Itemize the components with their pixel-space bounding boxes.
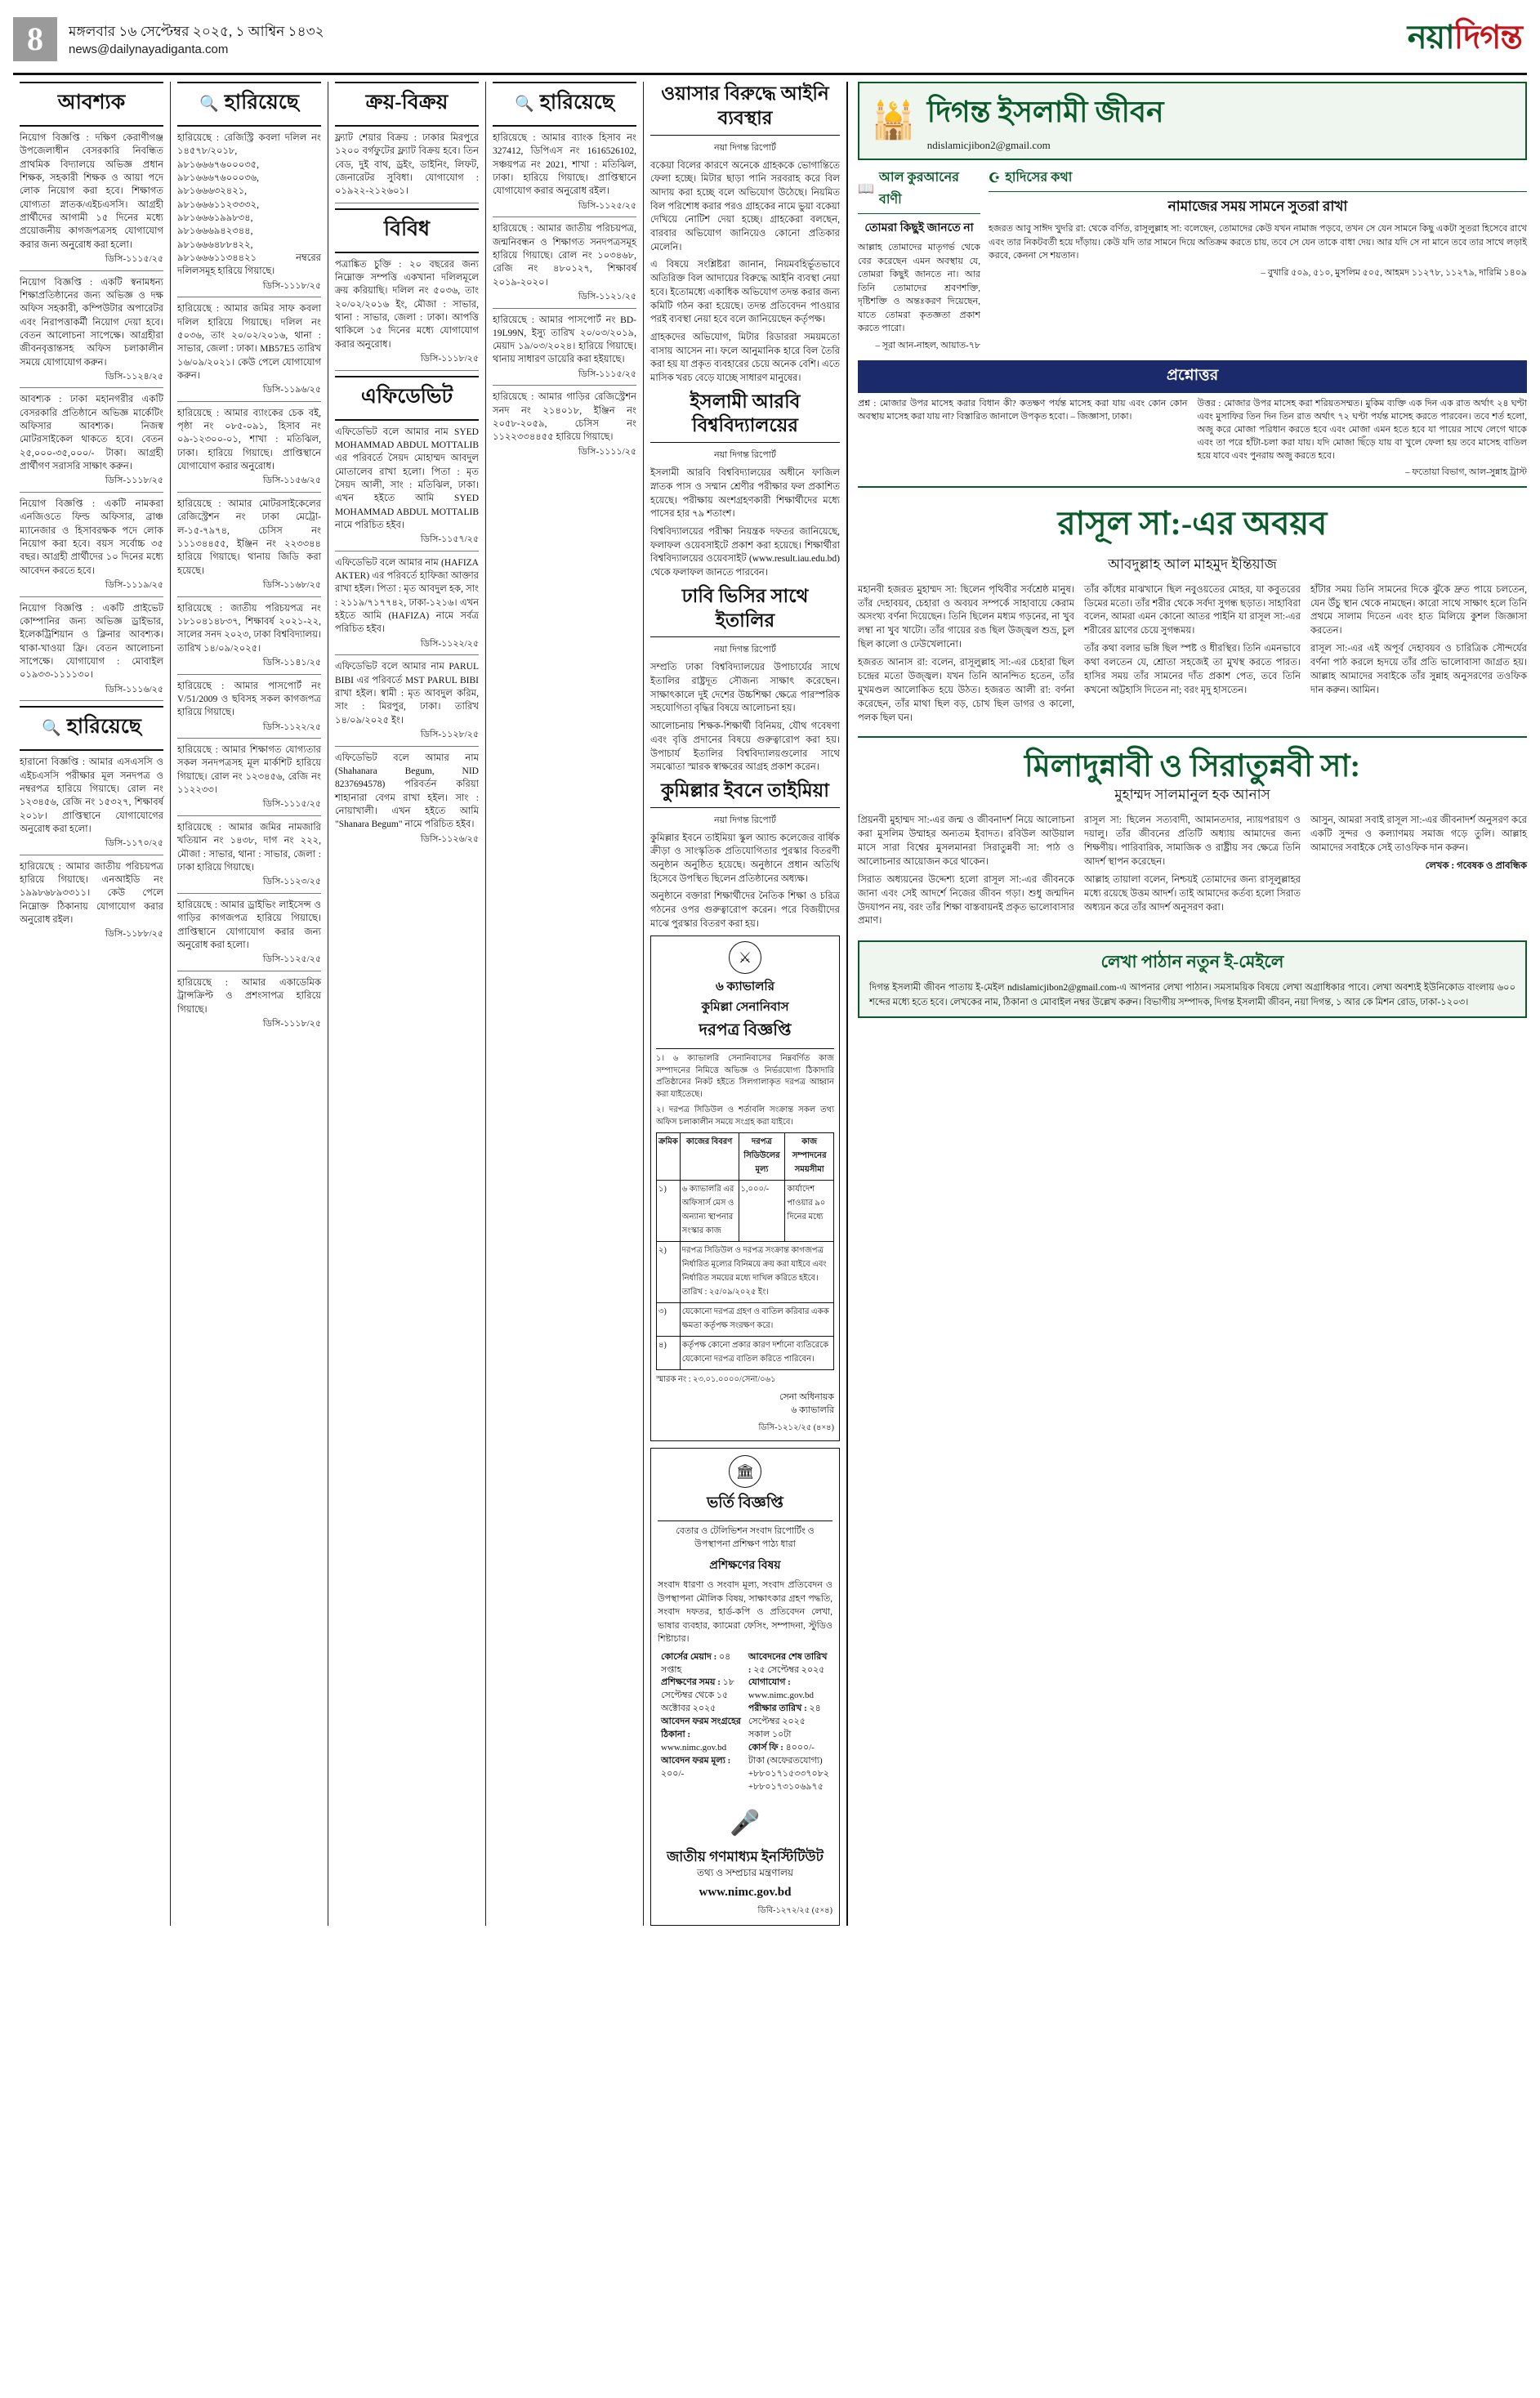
ad-ref: ডিসি-১১৪১/২৫ [262,657,321,668]
column-2 [171,82,328,1926]
article-paragraph: কুমিল্লার ইবনে তাইমিয়া স্কুল অ্যান্ড কলেজের বার্ষিক ক্রীড়া ও সাংস্কৃতিক প্রতিযোগিতার পুরস্কার বিতরণী অনুষ্ঠান অনুষ্ঠিত হয়েছে। অনুষ্ঠানে প্রধান অতিথি হিসেবে উপস্থিত ছিলেন প্রতিষ্ঠানের অধ্যক্ষ। [650,833,840,884]
ad-ref: ডিসি-১১১৬/২৫ [105,684,163,694]
magnifier-icon: 🔍 [515,95,534,113]
tender-memo: স্মারক নং : ২৩.০১.০০০০/সেনা/০৬১ [656,1375,776,1385]
ad-ref: ডিসি-১১৫৭/২৫ [420,534,479,545]
column-4 [486,82,644,1926]
article-paragraph: বকেয়া বিলের কারণে অনেকে গ্রাহককে ভোগান্তিতে ফেলা হচ্ছে। মিটার ছাড়া পানি সরবরাহ করে বিল আদায় করা হচ্ছে বলে অভিযোগ উঠেছে। নিয়মিত বিল পরিশোধ করার পরও গ্রাহকের নামে ভুয়া বকেয়া দেখিয়ে নোটিশ দেয়া হচ্ছে। গ্রাহকেরা বলছেন, বারবার অভিযোগ জানিয়েও কোনো প্রতিকার মেলেনি। [650,160,840,252]
nimc-field-label: আবেদন ফরম মূল্য : [661,1756,731,1766]
article-body [650,467,840,579]
category-head-lost-3 [493,82,636,127]
article-paragraph: গ্রাহকদের অভিযোগ, মিটার রিডাররা সময়মতো বাসায় আসেন না। ফলে আনুমানিক হারে বিল তৈরি করা হয় যা প্রকৃত ব্যবহারের চেয়ে অনেক বেশি। এতে মাসিক খরচ বেড়ে যাচ্ছে সাধারণ মানুষের। [650,332,840,383]
category-head-required: আবশ্যক [20,82,163,127]
ad-ref: ডিসি-১১২১/২৫ [578,291,636,301]
article-byline: নয়া দিগন্ত রিপোর্ট [714,450,776,461]
classified-ad [20,132,163,271]
classified-ad [20,860,163,945]
ad-ref: ডিসি-১১২৬/২৫ [420,833,479,844]
ad-text: হারিয়েছে : আমার জমির সাফ কবলা দলিল হারিয়ে গিয়াছে। দলিল নং ৫০৩৬, তাং ২০/০২/২০১৬, থানা : সাভার, জেলা : ঢাকা। MB57E5 তারিখ ১৬/০৯/২০২১। কেউ পেলে যোগাযোগ করুন। [177,304,321,381]
nimc-institute-name: জাতীয় গণমাধ্যম ইনস্টিটিউট [667,1848,824,1864]
nimc-field-value: ২০০/- [661,1769,685,1780]
feature-paragraph: তাঁর কাঁধের মাঝখানে ছিল নবুওয়তের মোহর, যা কবুতরের ডিমের মতো। তাঁর শরীর থেকে সর্বদা সুগন্ধ ছড়াত। সাহাবিরা বলেন, আমরা এমন কোনো আতর পাইনি যা রাসূল সা:-এর শরীরের ঘ্রাণের চেয়ে সুগন্ধময়। [1084,584,1301,636]
feature-1-body [858,583,1527,730]
paper-logo [1408,11,1527,66]
classified-zone [13,82,848,1926]
islamic-section-title: দিগন্ত ইসলামী জীবন [926,96,1164,128]
logo-red: দিগন্ত [1453,19,1522,56]
nimc-phone: +৮৮০১৭৩১০৬৯৭৫ [748,1781,824,1792]
column-3 [328,82,486,1926]
ad-ref: ডিসি-১১৬৮/২৫ [262,580,321,591]
hadith-box [989,167,1527,352]
article-title: কুমিল্লার ইবনে তাইমিয়া [650,779,840,808]
ad-ref: ডিসি-১১১৫/২৫ [105,253,163,264]
table-col-header: কাজের বিবরণ [680,1133,739,1181]
article-body [650,832,840,931]
ad-text: হারিয়েছে : আমার পাসপোর্ট নং V/51/2009 ও ছবিসহ সকল কাগজপত্র হারিয়ে গিয়াছে। [177,681,321,718]
category-head-label: হারিয়েছে [66,716,141,739]
classified-ad [20,498,163,597]
category-head-buysell: ক্রয়-বিক্রয় [335,82,479,127]
hadith-title: নামাজের সময় সামনে সুতরা রাখা [1167,199,1348,214]
ad-text: হারিয়েছে : আমার ব্যাংকের চেক বই, পৃষ্ঠা নং ০৮৫-০৯১, হিসাব নং ০৯-১২৩০০-০১, শাখা : মতিঝিল, ঢাকা। হারিয়ে গিয়াছে। প্রাপ্তিস্থানে যোগাযোগ করার অনুরোধ। [177,408,321,472]
article-byline: নয়া দিগন্ত রিপোর্ট [714,142,776,153]
nimc-topic-title: প্রশিক্ষণের বিষয় [709,1560,781,1573]
classified-ad [493,222,636,308]
ad-text: হারিয়েছে : আমার মোটরসাইকেলের রেজিস্ট্রেশন নং ঢাকা মেট্রো-ল-১৫-৭৯৭৪, চেসিস নং ১১১৩৪৪৫৫, ইঞ্জিন নং ২২৩৩৪৪ হারিয়ে গিয়াছে। থানায় জিডি করা হয়েছে। [177,499,321,576]
column-5 [644,82,848,1926]
article-paragraph: বিশ্ববিদ্যালয়ের পরীক্ষা নিয়ন্ত্রক দফতর জানিয়েছে, ফলাফল ওয়েবসাইটে প্রকাশ করা হয়েছে। শিক্ষার্থীরা বিশ্ববিদ্যালয়ের ওয়েবসাইট (www.result.iau.edu.bd) থেকে ফলাফল জানতে পারবেন। [650,527,840,578]
article-paragraph: ইসলামী আরবি বিশ্ববিদ্যালয়ের অধীনে ফাজিল স্নাতক পাস ও সম্মান শ্রেণীর পরীক্ষার ফল প্রকাশিত হয়েছে। পরীক্ষায় অংশগ্রহণকারী শিক্ষার্থীদের মধ্যে পাসের হার ৭৯ শতাংশ। [650,468,840,520]
hadith-head-label: হাদিসের কথা [1005,171,1073,185]
ad-text: হারিয়েছে : আমার শিক্ষাগত যোগ্যতার সকল সনদপত্রসহ মূল মার্কশিট হারিয়ে গিয়াছে। রোল নং ১২৩৪৫৬, রেজি নং ১১২২৩৩। [177,745,321,796]
nimc-field-value: ২৪ সেপ্টেম্বর ২০২৫ সকাল ১০টা [748,1704,821,1740]
publication-date: মঙ্গলবার ১৬ সেপ্টেম্বর ২০২৫, ১ আশ্বিন ১৪৩২ [69,24,324,40]
table-cell: ১) [657,1181,681,1242]
nimc-field-label: পরীক্ষার তারিখ : [748,1704,807,1714]
ad-ref: ডিসি-১১২৫/২৫ [578,200,636,211]
ad-ref: ডিসি-১১২২/২৫ [262,721,321,732]
feature-paragraph: আসুন, আমরা সবাই রাসূল সা:-এর জীবনাদর্শ অনুসরণ করে একটি সুন্দর ও কল্যাণময় সমাজ গড়ে তুলি। আল্লাহ আমাদের সবাইকে সেই তাওফিক দান করুন। [1310,815,1527,853]
nimc-mic-icon: 🎤 [730,1810,761,1838]
feature-2-title: মিলাদুন্নাবী ও সিরাতুন্নবী সা: [1024,748,1361,784]
ad-ref: ডিসি-১১৮৮/২৫ [105,929,163,940]
ad-text: হারিয়েছে : জাতীয় পরিচয়পত্র নং ১৮১০৪১৪৮৩৭, শিক্ষাবর্ষ ২০২১-২২, সালের সনদ ২০২৩, ঢাকা বিশ্ববিদ্যালয়। তারিখ ১৪/০৯/২০২৫। [177,603,321,654]
magnifier-icon: 🔍 [199,95,219,113]
ad-ref: ডিসি-১১১৫/২৫ [262,799,321,810]
nimc-field [661,1651,742,1677]
classified-ad [177,976,321,1035]
hadith-ref: – বুখারি ৫০৯, ৫১০, মুসলিম ৫০৫, আহমদ ১১২৭৮, ১১২৭৯, দারিমি ১৪০৯ [1261,267,1527,278]
article-title: ইসলামী আরবি বিশ্ববিদ্যালয়ের [650,390,840,444]
feature-1-title: রাসূল সা:-এর অবয়ব [1057,504,1328,542]
column-1 [13,82,171,1926]
ad-text: এফিডেভিট বলে আমার নাম SYED MOHAMMAD ABDUL MOTTALIB এর পরিবর্তে সৈয়দ মোহাম্মদ আবদুল মোতালেব রাখা হলো। পিতা : মৃত সৈয়দ আলী, সাং : মতিঝিল, ঢাকা। এখন হইতে আমি SYED MOHAMMAD ABDUL MOTTALIB নামে পরিচিত হইব। [335,426,479,530]
ad-ref: ডিসি-১১১৮/২৫ [105,476,163,486]
ad-text: নিয়োগ বিজ্ঞপ্তি : দক্ষিণ কেরাণীগঞ্জ উপজেলাধীন বেসরকারি নিবন্ধিত প্রাথমিক বিদ্যালয়ে অভিজ্ঞ প্রধান শিক্ষক, সহকারী শিক্ষক ও আয়া পদে লোক নিয়োগ করা হবে। শিক্ষাগত যোগ্যতা স্নাতক/এইচএসসি। আগ্রহী প্রার্থীদের আগামী ১৫ দিনের মধ্যে প্রয়োজনীয় কাগজপত্রসহ যোগাযোগ করার জন্য অনুরোধ করা হলো। [20,133,163,250]
ad-text: হারিয়েছে : আমার একাডেমিক ট্রান্সক্রিপ্ট ও প্রশংসাপত্র হারিয়ে গিয়াছে। [177,977,321,1015]
classified-ad [335,426,479,551]
ad-ref: ডিসি-১১২৮/২৫ [420,730,479,739]
nimc-subtitle: বেতার ও টেলিভিশন সংবাদ রিপোর্টিং ও উপস্থাপনা প্রশিক্ষণ পাঠ্য ধারা [676,1526,815,1550]
quran-head-label: আল কুরআনের বাণী [878,171,959,207]
nimc-field-label: প্রশিক্ষণের সময় : [661,1677,721,1688]
classified-ad [20,756,163,855]
nimc-field-value: ০৪ সপ্তাহ [661,1651,731,1675]
feature-paragraph: রাসূল সা: ছিলেন সত্যবাদী, আমানতদার, ন্যায়পরায়ণ ও দয়ালু। তাঁর জীবনের প্রতিটি অধ্যায় আমাদের জন্য শিক্ষণীয়। পারিবারিক, সামাজিক ও রাষ্ট্রীয় সব ক্ষেত্রে তিনি আদর্শ স্থাপন করেছেন। [1084,815,1301,867]
feature-paragraph: হাঁটার সময় তিনি সামনের দিকে ঝুঁকে দ্রুত পায়ে চলতেন, যেন উঁচু স্থান থেকে নামছেন। কারো সাথে সাক্ষাৎ হলে তিনি প্রথমে সালাম দিতেন এবং হাত মিলিয়ে কুশল জিজ্ঞাসা করতেন। [1310,584,1527,636]
nimc-ministry: তথ্য ও সম্প্রচার মন্ত্রণালয় [697,1867,793,1878]
feature-paragraph: রাসূল সা:-এর এই অপূর্ব দেহাবয়ব ও চারিত্রিক সৌন্দর্যের বর্ণনা পাঠ করলে হৃদয়ে তাঁর প্রতি ভালোবাসা জাগ্রত হয়। আল্লাহ আমাদের সবাইকে তাঁর সুন্নাহ অনুসরণের তওফিক দান করুন। আমিন। [1310,644,1527,695]
table-cell: কার্যাদেশ পাওয়ার ৯০ দিনের মধ্যে [785,1181,834,1242]
news-article [650,584,840,775]
ad-text: হারিয়েছে : আমার গাড়ির রেজিস্ট্রেশন সনদ নং ২১৪০১৮, ইঞ্জিন নং ২০৫৮-২০৫৯, চেসিস নং ১১২২৩৩৪৪৫৫ হারিয়ে গিয়াছে। [493,392,636,443]
tender-notice [650,936,840,1441]
nimc-field [748,1703,829,1742]
feature-2-body [858,814,1527,932]
classified-ad [335,660,479,746]
nimc-field-value: www.nimc.gov.bd [661,1743,727,1753]
classified-ad [493,391,636,462]
nimc-field [661,1716,742,1755]
table-cell: ৪) [657,1337,681,1370]
ad-text: নিয়োগ বিজ্ঞপ্তি : একটি নামকরা এনজিওতে ফিল্ড অফিসার, ব্রাঞ্চ ম্যানেজার ও হিসাবরক্ষক পদে লোক নিয়োগ করা হবে। বয়স সর্বোচ্চ ৩৫ বছর। আগ্রহী প্রার্থীদের ১০ দিনের মধ্যে আবেদন করতে হবে। [20,499,163,576]
ad-text: হারিয়েছে : আমার ব্যাংক হিসাব নং 327412, ডিপিএস নং 1616526102, সঞ্চয়পত্র নং 2021, শাখা : মতিঝিল, ঢাকা। হারিয়ে গিয়াছে। প্রাপ্তিস্থানে যোগাযোগ করার অনুরোধ রইল। [493,133,636,197]
tender-table [656,1132,834,1370]
classified-ad [177,744,321,816]
classified-ad [177,407,321,493]
classified-ad [20,393,163,493]
feature-paragraph: হজরত আনাস রা: বলেন, রাসূলুল্লাহ সা:-এর চেহারা ছিল চন্দ্রের মতো উজ্জ্বল। যখন তিনি আনন্দিত হতেন, তাঁর মুখমণ্ডল আলোকিত হয়ে উঠত। হজরত আলী রা: বর্ণনা করেছেন, তাঁর মাথা ছিল বড়, চোখ ছিল ডাগর ও কালো, পলক ছিল ঘন। [858,658,1074,723]
tender-intro: ১। ৬ ক্যাভালরি সেনানিবাসের নিম্নবর্ণিত কাজ সম্পাদনের নিমিত্তে অভিজ্ঞ ও নির্ভরযোগ্য ঠিকাদারি প্রতিষ্ঠানের নিকট হইতে সিলগালাকৃত দরপত্র আহ্বান করা যাইতেছে। [656,1054,834,1099]
ad-ref: ডিসি-১১২২/২৫ [420,638,479,649]
classified-ad [335,132,479,203]
classified-ad [20,276,163,389]
classified-ad [177,899,321,971]
qa-answer: উত্তর : মোজার উপর মাসেহ করা শরিয়তসম্মত। মুকিম ব্যক্তি এক দিন এক রাত অর্থাৎ ২৪ ঘণ্টা এবং মুসাফির তিন দিন তিন রাত অর্থাৎ ৭২ ঘণ্টা পর্যন্ত মাসেহ করতে পারবেন। তবে শর্ত হলো, অজু করে মোজা পরিধান করতে হবে এবং মোজা এমন হতে হবে যা পায়ের সাথে লেগে থাকে এবং তা পরে হাঁটা-চলা করা যায়। যদি মোজা ছিঁড়ে যায় বা খুলে ফেলা হয় তবে মাসেহ বাতিল হয়ে যাবে এবং পুনরায় অজু করতে হবে। [1197,399,1527,461]
tender-ref: ডিসি-১২১২/২৫ (৪×৪) [758,1423,834,1433]
classified-ad [177,132,321,297]
category-head-lost-1 [20,706,163,751]
ad-text: এফিডেভিট বলে আমার নাম PARUL BIBI এর পরিবর্তে MST PARUL BIBI রাখা হইল। স্বামী : মৃত আবদুল করিম, সাং : মিরপুর, ঢাকা। তারিখ ১৪/০৯/২০২৫ ইং। [335,662,479,726]
classified-ad [177,602,321,675]
ad-ref: ডিসি-১১১৮/২৫ [420,353,479,364]
classified-ad [177,680,321,739]
qa-bar: প্রশ্নোত্তর [858,360,1527,393]
nimc-website[interactable]: www.nimc.gov.bd [699,1886,792,1899]
nimc-field-label: কোর্স ফি : [748,1743,783,1753]
logo-main: নয়া [1407,19,1454,56]
ad-ref: ডিসি-১১১৯/২৫ [105,580,163,591]
classified-ad [335,556,479,656]
table-header-row [657,1133,834,1181]
nimc-field-value: www.nimc.gov.bd [748,1690,815,1701]
mail-box-text: দিগন্ত ইসলামী জীবন পাতায় ই-মেইল ndislamicjibon2@gmail.com-এ আপনার লেখা পাঠান। সমসাময়িক বিষয়ে লেখা অগ্রাধিকার পাবে। লেখা অবশ্যই ইউনিকোড বাংলায় ৬০০ শব্দের মধ্যে হতে হবে। লেখকের নাম, ঠিকানা ও মোবাইল নম্বর উল্লেখ করুন। বিভাগীয় সম্পাদক, দিগন্ত ইসলামী জীবন, নয়া দিগন্ত, ১ আর কে মিশন রোড, ঢাকা-১২০৩। [869,983,1515,1007]
ad-text: আবশ্যক : ঢাকা মহানগরীর একটি বেসরকারি প্রতিষ্ঠানে অভিজ্ঞ মার্কেটিং অফিসার আবশ্যক। নিজস্ব মোটরসাইকেল থাকতে হবে। বেতন ২৫,০০০-৩৫,০০০/- টাকা। আগ্রহী প্রার্থীগণ সরাসরি সাক্ষাৎ করুন। [20,395,163,472]
classified-ad [177,302,321,402]
nimc-field [748,1677,829,1703]
mosque-icon: 🕌 [871,100,916,141]
table-row [657,1303,834,1337]
ad-text: হারিয়েছে : আমার জমির নামজারি খতিয়ান নং ১৪৩৮, দাগ নং ২২২, মৌজা : সাভার, থানা : সাভার, জেলা : ঢাকা হারিয়ে গিয়াছে। [177,823,321,873]
tender-org-1: ৬ ক্যাভালরি [716,980,774,994]
quran-ref: – সূরা আন-নাহল, আয়াত-৭৮ [875,340,980,351]
quran-head [858,167,980,214]
nimc-field [748,1651,829,1677]
article-body [650,159,840,386]
nimc-field-value: ২৫ সেপ্টেম্বর ২০২৫ [753,1664,825,1675]
qa-question: প্রশ্ন : মোজার উপর মাসেহ করার বিধান কী? কতক্ষণ পর্যন্ত মাসেহ করা যায় এবং কোন কোন অবস্থায় মাসেহ করা যায় না? বিস্তারিত জানালে উপকৃত হবো। – জিজ্ঞাসা, ঢাকা। [858,399,1188,422]
hadith-head [989,167,1527,192]
feature-paragraph: প্রিয়নবী মুহাম্মদ সা:-এর জন্ম ও জীবনাদর্শ নিয়ে আলোচনা করা মুসলিম উম্মাহর অন্যতম ইবাদত। রবিউল আউয়াল মাসে সারা বিশ্বের মুসলমানরা সিরাতুন্নবী সা: পাঠ ও আলোচনার আয়োজন করে থাকেন। [858,815,1074,867]
classified-ad [177,498,321,597]
ad-text: এফিডেভিট বলে আমার নাম (Shahanara Begum, NID 8237694578) পরিবর্তন করিয়া শাহানারা বেগম রাখা হইল। সাং : নোয়াখালী। এখন হইতে আমি "Shanara Begum" নামে পরিচিত হইব। [335,752,479,830]
nimc-field-label: যোগাযোগ : [748,1677,791,1688]
category-head-label: হারিয়েছে [224,92,299,114]
crescent-icon: ☪ [989,171,1001,185]
quran-text: আল্লাহ তোমাদের মাতৃগর্ভ থেকে বের করেছেন এমন অবস্থায় যে, তোমরা কিছুই জানতে না। আর তিনি তোমাদের শ্রবণশক্তি, দৃষ্টিশক্তি ও অন্তঃকরণ দিয়েছেন, যাতে তোমরা কৃতজ্ঞতা প্রকাশ করতে পারো। [858,243,980,333]
tender-sign-2: ৬ ক্যাভালরি [791,1404,834,1415]
category-head-label: হারিয়েছে [539,92,614,114]
classified-ad [20,602,163,702]
nimc-field [748,1742,829,1768]
ad-ref: ডিসি-১১১৫/২৫ [578,368,636,379]
quran-box [858,167,980,352]
table-cell: যেকোনো দরপত্র গ্রহণ ও বাতিল করিবার একক ক্ষমতা কর্তৃপক্ষ সংরক্ষণ করে। [680,1303,833,1337]
article-title: ওয়াসার বিরুদ্ধে আইনি ব্যবস্থার [650,82,840,136]
table-cell: কর্তৃপক্ষ কোনো প্রকার কারণ দর্শানো ব্যতিরেকে যেকোনো দরপত্র বাতিল করিতে পারিবেন। [680,1337,833,1370]
ad-ref: ডিসি-১১১১/২৫ [578,446,636,457]
qa-block [858,398,1527,480]
ad-text: এফিডেভিট বলে আমার নাম (HAFIZA AKTER) এর পরিবর্তে হাফিজা আক্তার রাখা হইল। পিতা : মৃত আবদুল হক, সাং : ২১১৯/৭১৭৭৪২, ঢাকা-১২১৬। এখন হইতে আমি (HAFIZA) নামে সর্বত্র পরিচিত হইব। [335,557,479,635]
page-number: 8 [13,17,57,61]
newsdesk-email: news@dailynayadiganta.com [69,42,229,56]
ad-ref: ডিসি-১১১৮/২৫ [262,280,321,291]
table-cell: দরপত্র সিডিউল ও দরপত্র সংক্রান্ত কাগজপত্র নির্ধারিত মূল্যের বিনিময়ে ক্রয় করা যাইবে এবং নির্ধারিত সময়ের মধ্যে দাখিল করিতে হইবে। তারিখ : ২৫/০৯/২০২৫ ইং। [680,1242,833,1303]
tender-intro: ২। দরপত্র সিডিউল ও শর্তাবলি সংক্রান্ত সকল তথ্য অফিস চলাকালীন সময়ে সংগ্রহ করা যাইবে। [656,1105,834,1127]
classified-ad [335,752,479,851]
table-cell: ১,০০০/- [739,1181,785,1242]
ad-text: হারিয়েছে : রেজিস্ট্রি কবলা দলিল নং ১৪৫৭৮/২০১৮, ৯৮১৬৬৬৭৬০০০৩৫, ৯৮১৬৬৬৭৬০০০৩৬, ৯৮১৬৬৬৩২৪২১, ৯৮১৬৬৬১১২৩৩৩২, ৯৮১৬৬৬১৯৯৮৩৪, ৯৮১৬৬৬৯৪২৩৪৪, ৯৮১৬৬৬৪৮৮৪২২, ৯৮১৬৬৬১১৩৪৪২১ নম্বরের দলিলসমূহ হারিয়ে গিয়াছে। [177,133,321,277]
table-cell: ৩) [657,1303,681,1337]
ad-text: হারিয়েছে : আমার ড্রাইভিং লাইসেন্স ও গাড়ির কাগজপত্র হারিয়ে গিয়াছে। প্রাপ্তিস্থানে যোগাযোগ করার জন্য অনুরোধ করা হলো। [177,900,321,950]
article-byline: নয়া দিগন্ত রিপোর্ট [714,815,776,825]
ad-ref: ডিসি-১১১৮/২৫ [262,1018,321,1029]
mail-box-title: লেখা পাঠান নতুন ই-মেইলে [1100,952,1284,972]
islamic-section-header [858,82,1527,160]
ad-text: নিয়োগ বিজ্ঞপ্তি : একটি স্বনামধন্য শিক্ষাপ্রতিষ্ঠানের জন্য অভিজ্ঞ ও দক্ষ অফিস সহকারী, কম্পিউটার অপারেটর এবং নিরাপত্তাকর্মী নিয়োগ দেয়া হবে। বেতন আলোচনা সাপেক্ষে। আগ্রহীরা জীবনবৃত্তান্তসহ অফিস চলাকালীন সময়ে যোগাযোগ করুন। [20,277,163,368]
ad-ref: ডিসি-১১২৪/২৫ [105,371,163,382]
table-row [657,1337,834,1370]
nimc-admission-notice [650,1448,840,1926]
masthead [13,11,1527,75]
news-article [650,390,840,580]
nimc-head: ভর্তি বিজ্ঞপ্তি [658,1491,832,1521]
table-cell: ৬ ক্যাভালরি এর অফিসার্স মেস ও অন্যান্য স্থাপনার সংস্কার কাজ [680,1181,739,1242]
ad-ref: ডিসি-১১৫৬/২৫ [262,476,321,486]
nimc-field-label: কোর্সের মেয়াদ : [661,1651,717,1662]
ad-text: হারিয়েছে : আমার জাতীয় পরিচয়পত্র হারিয়ে গিয়াছে। এনআইডি নং ১৯৯৮৬৮৯৩৩১১। কেউ পেলে নিম্নোক্ত ঠিকানায় যোগাযোগ করার অনুরোধ রইল। [20,861,163,926]
nimc-topic-text: সংবাদ ধারণা ও সংবাদ মূল্য, সংবাদ প্রতিবেদন ও উপস্থাপনা মৌলিক বিষয়, সাক্ষাৎকার গ্রহণ পদ্ধতি, সংবাদ দফতর, হার্ড-কপি ও প্রতিবেদন লেখা, ভাষার ব্যবহার, ক্যামেরা ফেসিং, সম্পাদনা, স্টুডিও শিষ্টাচার। [658,1580,832,1645]
book-icon: 📖 [858,182,874,196]
feature-2-author-note: লেখক : গবেষক ও প্রাবন্ধিক [1425,860,1527,871]
article-paragraph: সম্প্রতি ঢাকা বিশ্ববিদ্যালয়ের উপাচার্যের সাথে ইতালির রাষ্ট্রদূত সৌজন্য সাক্ষাৎ করেছেন। সাক্ষাৎকালে দুই দেশের উচ্চশিক্ষা ক্ষেত্রে পারস্পরিক সহযোগিতা বৃদ্ধির বিষয়ে আলোচনা হয়। [650,663,840,714]
qa-ref: – ফতোয়া বিভাগ, আল-সুন্নাহ ট্রাস্ট [1405,467,1527,477]
feature-paragraph: আল্লাহ তায়ালা বলেন, নিশ্চয়ই তোমাদের জন্য রাসূলুল্লাহর মধ্যে রয়েছে উত্তম আদর্শ। তাই আমাদের কর্তব্য হলো সিরাত অধ্যয়ন করে তাঁর আদর্শ অনুসরণ করা। [1084,874,1301,913]
news-article [650,82,840,386]
nimc-phone: +৮৮০১৭১৫৩৩৭০৮২ [748,1769,829,1780]
magnifier-icon: 🔍 [42,719,61,737]
nimc-field-label: আবেদনের শেষ তারিখ : [748,1651,828,1675]
article-byline: নয়া দিগন্ত রিপোর্ট [714,645,776,655]
article-body [650,661,840,774]
category-head-lost-2 [177,82,321,127]
classified-ad [493,132,636,217]
feature-paragraph: তাঁর কথা বলার ভঙ্গি ছিল স্পষ্ট ও ধীরস্থির। তিনি এমনভাবে কথা বলতেন যে, শ্রোতা সহজেই তা মুখস্থ করতে পারত। হাসির সময় তাঁর সামনের দাঁত প্রকাশ পেত, তবে তিনি কখনো অট্টহাসি দিতেন না; বরং মৃদু হাসতেন। [1084,644,1301,695]
tender-org-2: কুমিল্লা সেনানিবাস [701,1001,789,1015]
hadith-text: হজরত আবু সাঈদ খুদরি রা: থেকে বর্ণিত, রাসূলুল্লাহ সা: বলেছেন, তোমাদের কেউ যখন নামাজ পড়বে, তখন সে যেন সামনে কিছু একটা সুতরা হিসেবে রাখে এবং তার নিকটবর্তী হয়ে দাঁড়ায়। কেউ যদি তার সামনে দিয়ে অতিক্রম করতে চায়, তবে সে যেন তাকে বাধা দেয়। আর যদি সে না মানে তবে তার সাথে লড়াই করবে, কেননা সে শয়তান। [989,224,1527,261]
nimc-ref: ডিবি-১২৭২/২৫ (৫×৪) [757,1906,832,1915]
article-paragraph: অনুষ্ঠানে বক্তারা শিক্ষার্থীদের নৈতিক শিক্ষা ও চরিত্র গঠনের ওপর গুরুত্বারোপ করেন। পরে বিজয়ীদের মাঝে পুরস্কার বিতরণ করা হয়। [650,891,840,929]
feature-paragraph: মহানবী হজরত মুহাম্মদ সা: ছিলেন পৃথিবীর সর্বশ্রেষ্ঠ মানুষ। তাঁর দেহাবয়ব, চেহারা ও অবয়ব সম্পর্কে সাহাবায়ে কেরাম অসংখ্য বর্ণনা দিয়েছেন। তিনি ছিলেন মধ্যম গড়নের, না খুব লম্বা না খুব খাটো। তাঁর গায়ের রঙ ছিল উজ্জ্বল শুভ্র, চুল ছিল কালো ও ঢেউখেলানো। [858,584,1074,650]
ad-text: পত্রাঙ্কিত চুক্তি : ২০ বছরের জন্য নিম্নোক্ত সম্পত্তি একখানা দলিলমূলে ক্রয় করিয়াছি। দলিল নং ৫০৩৬, তাং ২০/০২/২০১৬ ইং, মৌজা : সাভার, থানা : সাভার, জেলা : ঢাকা। আপত্তি থাকিলে ১৫ দিনের মধ্যে যোগাযোগ করার অনুরোধ। [335,259,479,350]
nimc-emblem-icon: 🏛 [729,1455,761,1488]
feature-2-author: মুহাম্মদ সালমানুল হক আনাস [1114,787,1270,803]
table-row [657,1242,834,1303]
tender-title: দরপত্র বিজ্ঞপ্তি [656,1018,834,1049]
classified-ad [177,821,321,894]
islamic-section [848,82,1527,1926]
ad-ref: ডিসি-১১৯৬/২৫ [262,385,321,395]
quran-title: তোমরা কিছুই জানতে না [864,222,974,234]
ad-text: ফ্ল্যাট শেয়ার বিক্রয় : ঢাকার মিরপুরে ১২০০ বর্গফুটের ফ্ল্যাট বিক্রয় হবে। তিন বেড, দুই বাথ, ড্রইং, ডাইনিং, লিফট, জেনারেটর সুবিধা। যোগাযোগ : ০১৯২২-২১২৬০১। [335,133,479,197]
category-head-misc: বিবিধ [335,208,479,253]
ad-ref: ডিসি-১১২৩/২৫ [262,877,321,887]
ad-text: নিয়োগ বিজ্ঞপ্তি : একটি প্রাইভেট কোম্পানির জন্য অভিজ্ঞ ড্রাইভার, ইলেকট্রিশিয়ান ও ক্লিনার আবশ্যক। থাকা-খাওয়া ফ্রি। বেতন আলোচনা সাপেক্ষে। যোগাযোগ : মোবাইল ০১৯৩৩-১১১১৩০। [20,603,163,681]
nimc-field [661,1677,742,1716]
nimc-field-value: ৪০০০/- টাকা (অফেরতযোগ্য) [748,1743,823,1766]
article-paragraph: এ বিষয়ে সংশ্লিষ্টরা জানান, নিয়মবহির্ভূতভাবে অতিরিক্ত বিল আদায়ের বিরুদ্ধে আইনি ব্যবস্থা নেয়া হবে। ইতোমধ্যে একাধিক অভিযোগ তদন্ত করার জন্য কমিটি গঠন করা হয়েছে। তদন্ত প্রতিবেদন পাওয়ার পরই ব্যবস্থা নেয়া হবে বলে জানিয়েছেন কর্তৃপক্ষ। [650,260,840,325]
classified-ad [493,314,636,386]
ad-ref: ডিসি-১১৭০/২৫ [105,838,163,849]
ad-text: হারিয়েছে : আমার জাতীয় পরিচয়পত্র, জন্মনিবন্ধন ও শিক্ষাগত সনদপত্রসমূহ হারিয়ে গিয়াছে। রোল নং ১০৩৪৬৮, রেজি নং ৪৮০১২৭, শিক্ষাবর্ষ ২০১৯-২০২০। [493,224,636,288]
islamic-section-email: ndislamicjibon2@gmail.com [926,139,1051,151]
ad-ref: ডিসি-১১২৫/২৫ [262,954,321,965]
news-article [650,779,840,931]
table-row [657,1181,834,1242]
ad-text: হারানো বিজ্ঞপ্তি : আমার এসএসসি ও এইচএসসি পরীক্ষার মূল সনদপত্র ও নম্বরপত্র হারিয়ে গিয়াছে। রোল নং ১২৩৪৫৬, রেজি নং ১৫৩২৭, শিক্ষাবর্ষ ২০১৮। প্রাপ্তিস্থানে যোগাযোগের অনুরোধ করা হলো। [20,757,163,834]
submission-mail-box [858,940,1527,1018]
article-paragraph: আলোচনায় শিক্ষক-শিক্ষার্থী বিনিময়, যৌথ গবেষণা এবং বৃত্তি প্রদানের বিষয়ে গুরুত্বারোপ করা হয়। উপাচার্য ইতালির বিশ্ববিদ্যালয়গুলোর সাথে সমঝোতা স্মারক স্বাক্ষরের আগ্রহ প্রকাশ করেন। [650,721,840,773]
table-col-header: ক্রমিক [657,1133,681,1181]
article-title: ঢাবি ভিসির সাথে ইতালির [650,584,840,638]
table-col-header: কাজ সম্পাদনের সময়সীমা [785,1133,834,1181]
nimc-field-label: আবেদন ফরম সংগ্রহের ঠিকানা : [661,1717,741,1740]
nimc-field-value: ১৮ সেপ্টেম্বর থেকে ১৫ অক্টোবর ২০২৫ [661,1677,734,1714]
classified-ad [335,258,479,371]
table-cell: ২) [657,1242,681,1303]
nimc-field [661,1755,742,1781]
feature-1-author: আবদুল্লাহ আল মাহমুদ ইন্তিয়াজ [1108,556,1277,572]
table-col-header: দরপত্র সিডিউলের মূল্য [739,1133,785,1181]
ad-text: হারিয়েছে : আমার পাসপোর্ট নং BD-19L99N, ইস্যু তারিখ ২০/০৩/২০১৯, মেয়াদ ১৯/০৩/২০২৪। হারিয়ে গিয়াছে। থানায় সাধারণ ডায়েরি করা হইয়াছে। [493,315,636,365]
tender-sign-1: সেনা অধিনায়ক [779,1392,834,1403]
army-crest-icon: ⚔ [729,941,761,974]
feature-paragraph: সিরাত অধ্যয়নের উদ্দেশ্য হলো রাসূল সা:-এর জীবনকে জানা এবং সেই আদর্শে নিজের জীবন গড়া। শুধু জন্মদিন উদযাপন নয়, বরং তাঁর শিক্ষা বাস্তবায়নই প্রকৃত ভালোবাসার প্রমাণ। [858,874,1074,927]
category-head-affidavit: এফিডেভিট [335,376,479,421]
